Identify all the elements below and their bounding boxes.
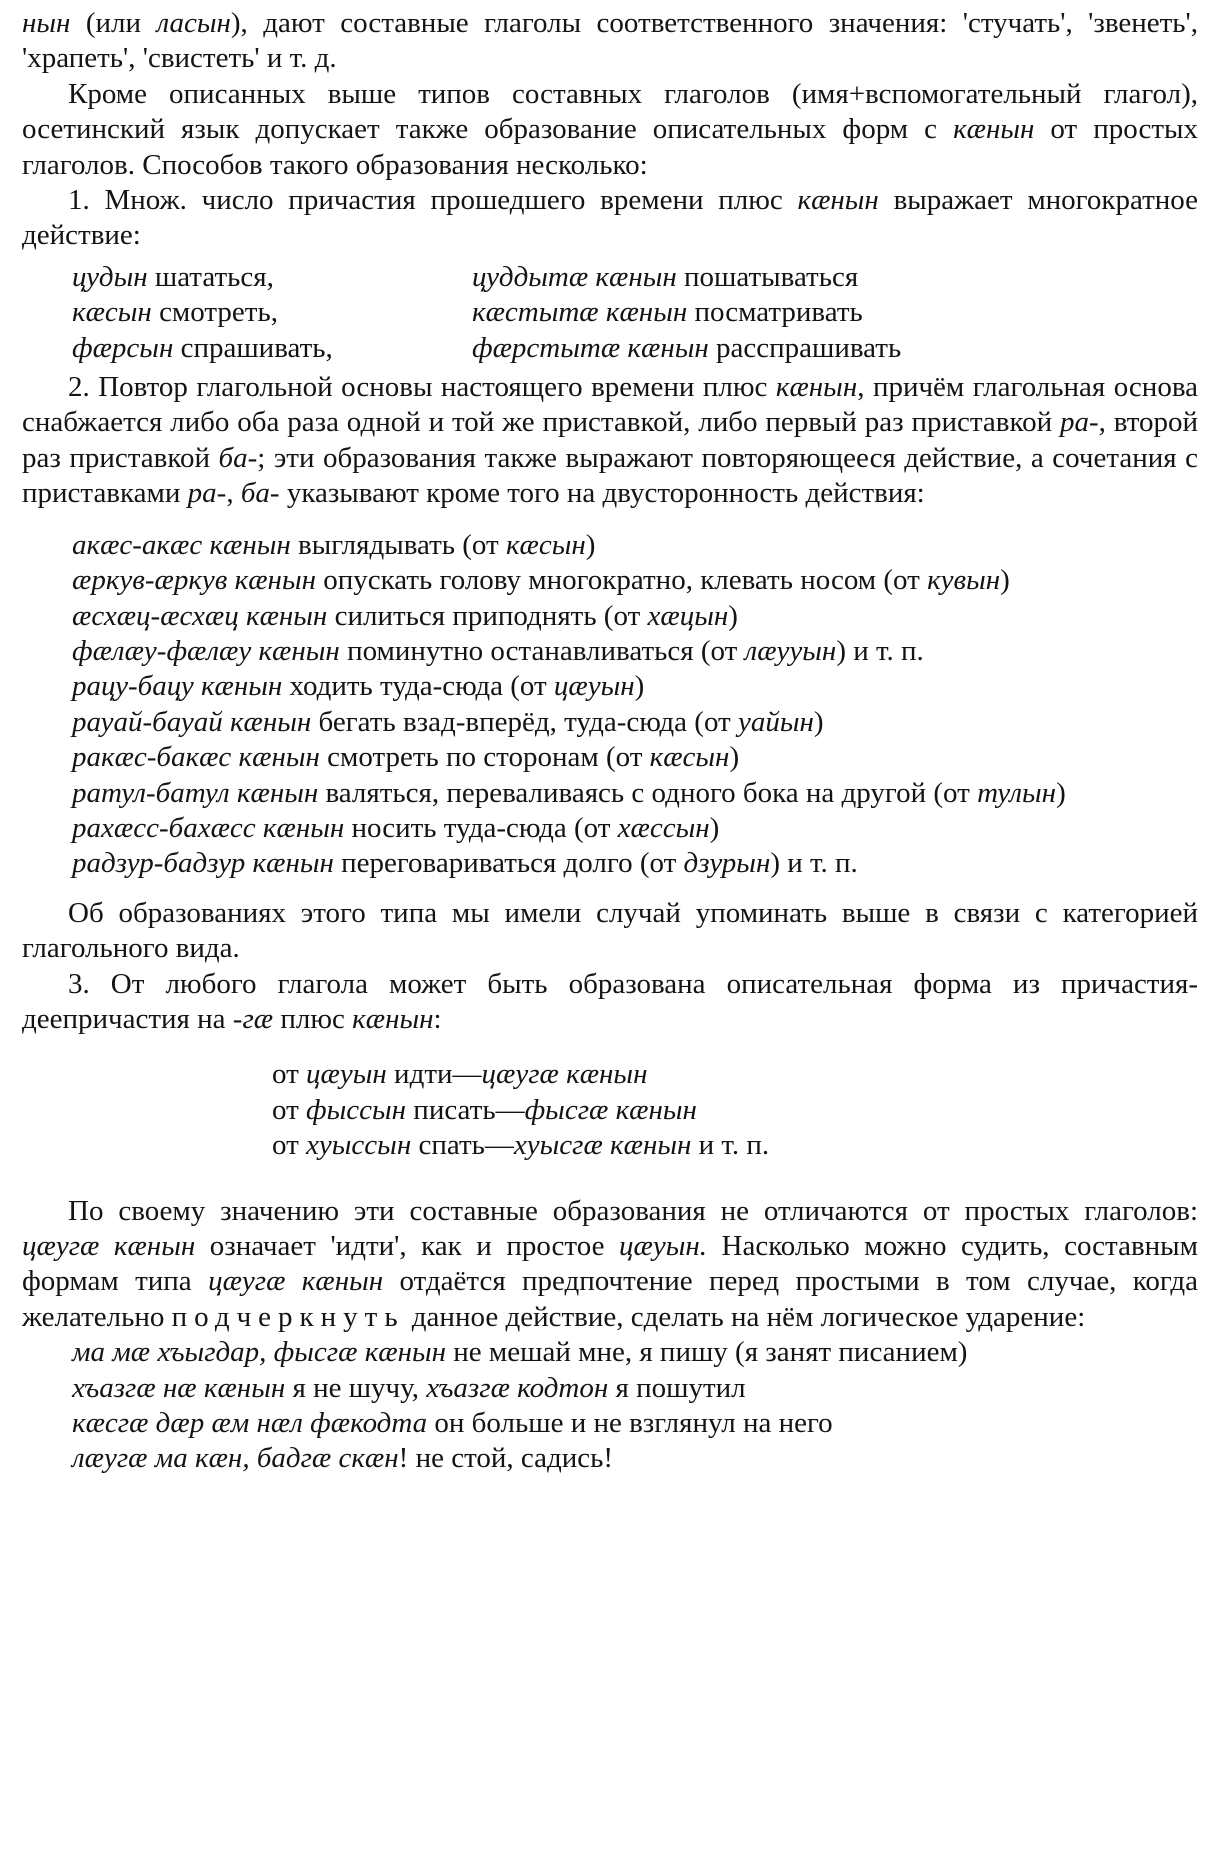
term: ма мæ хъыгдар, фысгæ кæнын (72, 1336, 447, 1369)
text: 3. От любого глагола может быть образована описательная форма из причастия-деепричастия на (22, 967, 1198, 1035)
text: пошатываться (676, 260, 859, 293)
term: кæсын (649, 741, 730, 774)
term: кæсгæ дæр æм нæл фæкодта (72, 1407, 428, 1440)
term: хуыссын (306, 1129, 412, 1162)
text: опускать голову многократно, клевать носом (от (315, 564, 928, 597)
list-item (72, 811, 1198, 846)
term: цудын (72, 260, 148, 293)
list-item (72, 669, 1198, 704)
term: кæстытæ кæнын (472, 296, 688, 329)
text: расспрашивать (708, 331, 902, 364)
text: означает 'идти', как и простое (195, 1230, 619, 1262)
text: я не шучу, (285, 1371, 427, 1404)
verb-cell (72, 331, 472, 366)
text: ; эти образования также выражают повторяющееся действие, а сочетания с приставками (22, 441, 1198, 510)
text: (или (70, 7, 157, 39)
paragraph-meaning (22, 1194, 1198, 1336)
term: цæугæ кæнын (22, 1230, 196, 1262)
text: и т. п. (691, 1129, 770, 1162)
text: посматривать (687, 296, 863, 329)
text: от (272, 1093, 307, 1126)
term: ракæс-бакæс кæнын (72, 741, 320, 774)
term: цæуын (306, 1058, 387, 1091)
text: ) (1000, 564, 1010, 597)
text: от (272, 1129, 307, 1162)
term: фæрстытæ кæнын (472, 331, 709, 364)
text: 2. Повтор глагольной основы настоящего времени плюс (68, 371, 776, 404)
list-item (72, 776, 1198, 811)
text: ! не стой, садись! (398, 1442, 614, 1475)
term: кæсын (505, 528, 586, 561)
text: ) (729, 741, 740, 774)
verb-cell (472, 260, 858, 295)
text: смотреть по сторонам (от (319, 741, 650, 774)
text: переговариваться долго (от (333, 847, 684, 880)
text: валяться, переваливаясь с одного бока на другой (от (318, 776, 978, 809)
term: хæцын (647, 599, 729, 632)
text: спать— (411, 1129, 514, 1162)
text: он больше и не взглянул на него (427, 1407, 833, 1440)
term: кæнын (797, 184, 879, 217)
text: от простых глаголов. Способов такого образования несколько: (22, 113, 1199, 181)
text: , (226, 477, 241, 510)
term: фæлæу-фæлæу кæнын (72, 634, 340, 667)
verb-cell (72, 260, 472, 295)
term: уайын (738, 705, 814, 738)
text: данное действие, сделать на нём логическое ударение: (404, 1300, 1086, 1333)
list-item (72, 634, 1198, 669)
list-item (72, 705, 1198, 740)
text: носить туда-сюда (от (344, 811, 618, 844)
term: рахæсс-бахæсс кæнын (72, 811, 345, 844)
term: кæнын (775, 371, 858, 404)
term: хъазгæ нæ кæнын (72, 1371, 286, 1404)
item-3 (22, 967, 1198, 1038)
item-1 (22, 183, 1198, 254)
term: фысгæ кæнын (524, 1093, 697, 1126)
term: кæнын (953, 113, 1035, 146)
term: цæуын (553, 670, 635, 703)
text: идти— (386, 1058, 482, 1091)
verb-cell (72, 295, 472, 330)
verb-cell (472, 331, 901, 366)
form-row (272, 1093, 1198, 1128)
list-item (72, 740, 1198, 775)
term: æсхæц-æсхæц кæнын (72, 599, 328, 632)
text: ) и т. п. (836, 634, 924, 667)
term: фыссын (306, 1093, 407, 1126)
example-item (72, 1335, 1198, 1370)
term: ра- (187, 477, 227, 510)
term: кувын (927, 564, 1001, 597)
paragraph-descriptive-forms (22, 77, 1198, 183)
term: -гæ (232, 1002, 274, 1035)
term: дзурын (683, 847, 771, 880)
text: ) (728, 599, 738, 632)
list-item (72, 563, 1198, 598)
term: тулын (977, 776, 1057, 809)
term: лæууын (744, 634, 837, 667)
text: плюс (273, 1002, 353, 1035)
form-row (272, 1057, 1198, 1092)
term: кæнын (352, 1002, 434, 1035)
text: ) (1056, 776, 1066, 809)
example-item (72, 1371, 1198, 1406)
term: хæссын (617, 811, 710, 844)
text: ) (634, 670, 645, 703)
participle-forms (272, 1057, 1198, 1163)
text: ) (709, 811, 720, 844)
term: ра- (1059, 406, 1099, 439)
example-item (72, 1441, 1198, 1476)
text: , причём глагольная основа снабжается либо оба раза одной и той же приставкой, либо первый раз приставкой (22, 371, 1198, 439)
text: отдаётся предпочтение перед простыми в том случае, когда желательно (22, 1265, 1198, 1333)
text: ), дают составные глаголы соответственного значения: 'стучать', 'звенеть', 'храпеть', 'свистеть' и т. д. (22, 7, 1198, 75)
text: указывают кроме того на двусторонность действия: (279, 477, 925, 510)
term: рауай-бауай кæнын (72, 705, 312, 738)
verb-row (72, 260, 1198, 295)
text: 1. Множ. число причастия прошедшего времени плюс (68, 184, 798, 217)
text: бегать взад-вперёд, туда-сюда (от (311, 705, 738, 738)
verb-row (72, 295, 1198, 330)
text: смотреть, (151, 296, 278, 329)
term: нын (22, 7, 71, 39)
spaced-text: подчеркнуть (171, 1300, 405, 1333)
text: от (272, 1058, 307, 1091)
intro-paragraph (22, 6, 1198, 77)
term: хъазгæ кодтон (426, 1371, 609, 1404)
term: лæугæ ма кæн, бадгæ скæн (72, 1442, 399, 1475)
text: По своему значению эти составные образования не отличаются от простых глаголов: (68, 1194, 1198, 1227)
reduplication-list (22, 528, 1198, 882)
text: выглядывать (от (290, 528, 506, 561)
text: Кроме описанных выше типов составных глаголов (имя+вспомогательный глагол), осетинский язык допускает также образование описательных форм с (22, 77, 1198, 146)
text: ) и т. п. (770, 847, 858, 880)
term: радзур-бадзур кæнын (72, 847, 334, 880)
example-item (72, 1406, 1198, 1441)
text: : (433, 1002, 442, 1035)
text: Насколько можно судить, составным формам типа (22, 1230, 1198, 1298)
examples-list (22, 1335, 1198, 1477)
term: цуддытæ кæнын (472, 260, 677, 293)
text: шататься, (147, 260, 274, 293)
list-item (72, 599, 1198, 634)
text: ) (585, 528, 596, 561)
text: силиться приподнять (от (327, 599, 648, 632)
term: фæрсын (72, 331, 174, 364)
text: я пошутил (608, 1371, 746, 1404)
term: акæс-акæс кæнын (72, 528, 291, 561)
term: ласын (156, 7, 231, 39)
term: ба- (240, 477, 280, 510)
text: ) (813, 705, 824, 738)
text: поминутно останавливаться (от (339, 634, 745, 667)
term: хуысгæ кæнын (513, 1129, 692, 1162)
term: рацу-бацу кæнын (72, 670, 283, 703)
list-item (72, 528, 1198, 563)
item-2 (22, 370, 1198, 512)
text: , второй раз приставкой (22, 406, 1199, 474)
list-item (72, 846, 1198, 881)
paragraph-aspect: Об образованиях этого типа мы имели случай упоминать выше в связи с категорией глагольного вида. (22, 896, 1198, 965)
verb-table (72, 260, 1198, 366)
term: кæсын (72, 296, 152, 329)
text: выражает многократное действие: (22, 184, 1198, 252)
text: ходить туда-сюда (от (282, 670, 554, 703)
text: писать— (406, 1093, 525, 1126)
text: не мешай мне, я пишу (я занят писанием) (446, 1336, 968, 1369)
verb-row (72, 331, 1198, 366)
verb-cell (472, 295, 863, 330)
term: цæугæ кæнын (481, 1058, 648, 1091)
term: ратул-батул кæнын (72, 776, 319, 809)
term: ба- (218, 441, 258, 474)
text: спрашивать, (173, 331, 333, 364)
term: æркув-æркув кæнын (72, 564, 316, 597)
term: цæугæ кæнын (208, 1265, 384, 1298)
term: цæуын. (618, 1230, 707, 1262)
form-row (272, 1128, 1198, 1163)
